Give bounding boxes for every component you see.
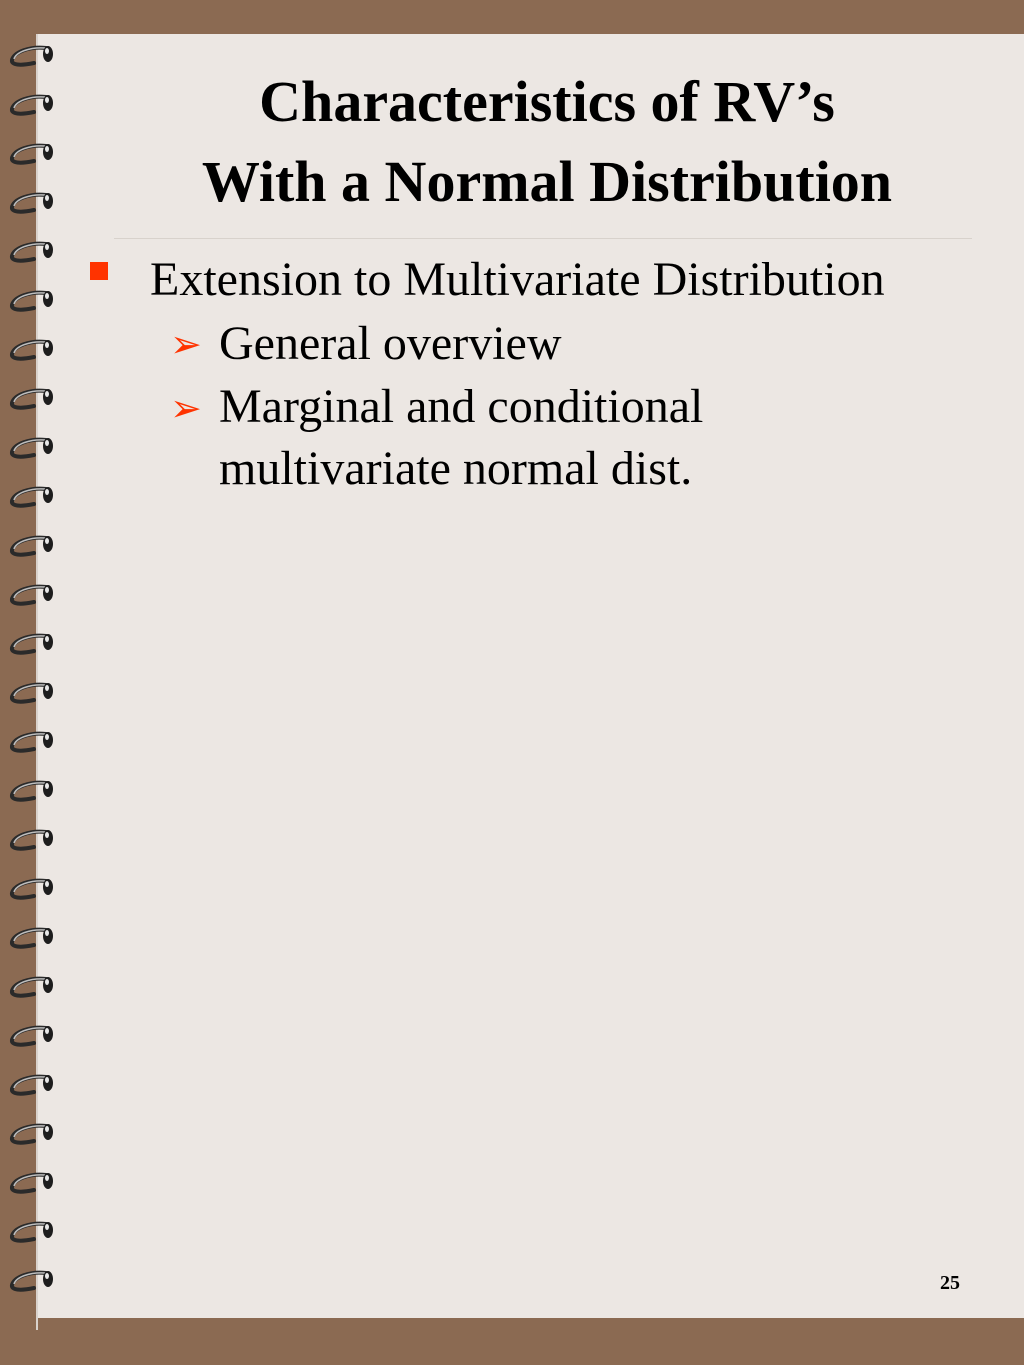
spiral-ring <box>12 1124 53 1143</box>
spiral-ring <box>12 928 53 947</box>
spiral-ring <box>12 977 53 996</box>
sub-item-text-line-2: multivariate normal dist. <box>219 442 693 495</box>
spiral-ring <box>12 1026 53 1045</box>
spiral-ring <box>12 46 53 65</box>
spiral-ring <box>12 585 53 604</box>
bullet-text: Extension to Multivariate Distribution <box>150 253 885 306</box>
spiral-ring <box>12 634 53 653</box>
sub-item-text: General overview <box>219 317 562 370</box>
spiral-ring <box>12 340 53 359</box>
title-line-1: Characteristics of RV’s <box>259 69 835 134</box>
sub-item-text <box>219 376 703 500</box>
spiral-ring <box>12 536 53 555</box>
spiral-ring <box>12 144 53 163</box>
spiral-ring <box>12 830 53 849</box>
arrowhead-bullet-icon: ➢ <box>170 322 202 366</box>
spiral-ring <box>12 389 53 408</box>
spiral-ring <box>12 95 53 114</box>
sub-item-text-line-1: Marginal and conditional <box>219 380 704 433</box>
spiral-ring <box>12 732 53 751</box>
slide-page <box>36 34 1024 1318</box>
spiral-ring <box>12 1075 53 1094</box>
spiral-ring <box>12 291 53 310</box>
arrowhead-bullet-icon: ➢ <box>170 386 202 430</box>
spiral-ring <box>12 438 53 457</box>
title-divider <box>114 238 972 239</box>
spiral-ring <box>12 1271 53 1290</box>
square-bullet-icon <box>90 262 108 280</box>
slide-title <box>70 62 1024 222</box>
spiral-ring <box>12 1222 53 1241</box>
spiral-ring <box>12 781 53 800</box>
spiral-ring <box>12 487 53 506</box>
spiral-ring <box>12 242 53 261</box>
spiral-ring <box>12 879 53 898</box>
spiral-binding-icon <box>0 0 70 1365</box>
spiral-ring <box>12 1173 53 1192</box>
page-number: 25 <box>940 1272 960 1294</box>
title-line-2: With a Normal Distribution <box>201 149 893 214</box>
spiral-ring <box>12 193 53 212</box>
spiral-ring <box>12 683 53 702</box>
